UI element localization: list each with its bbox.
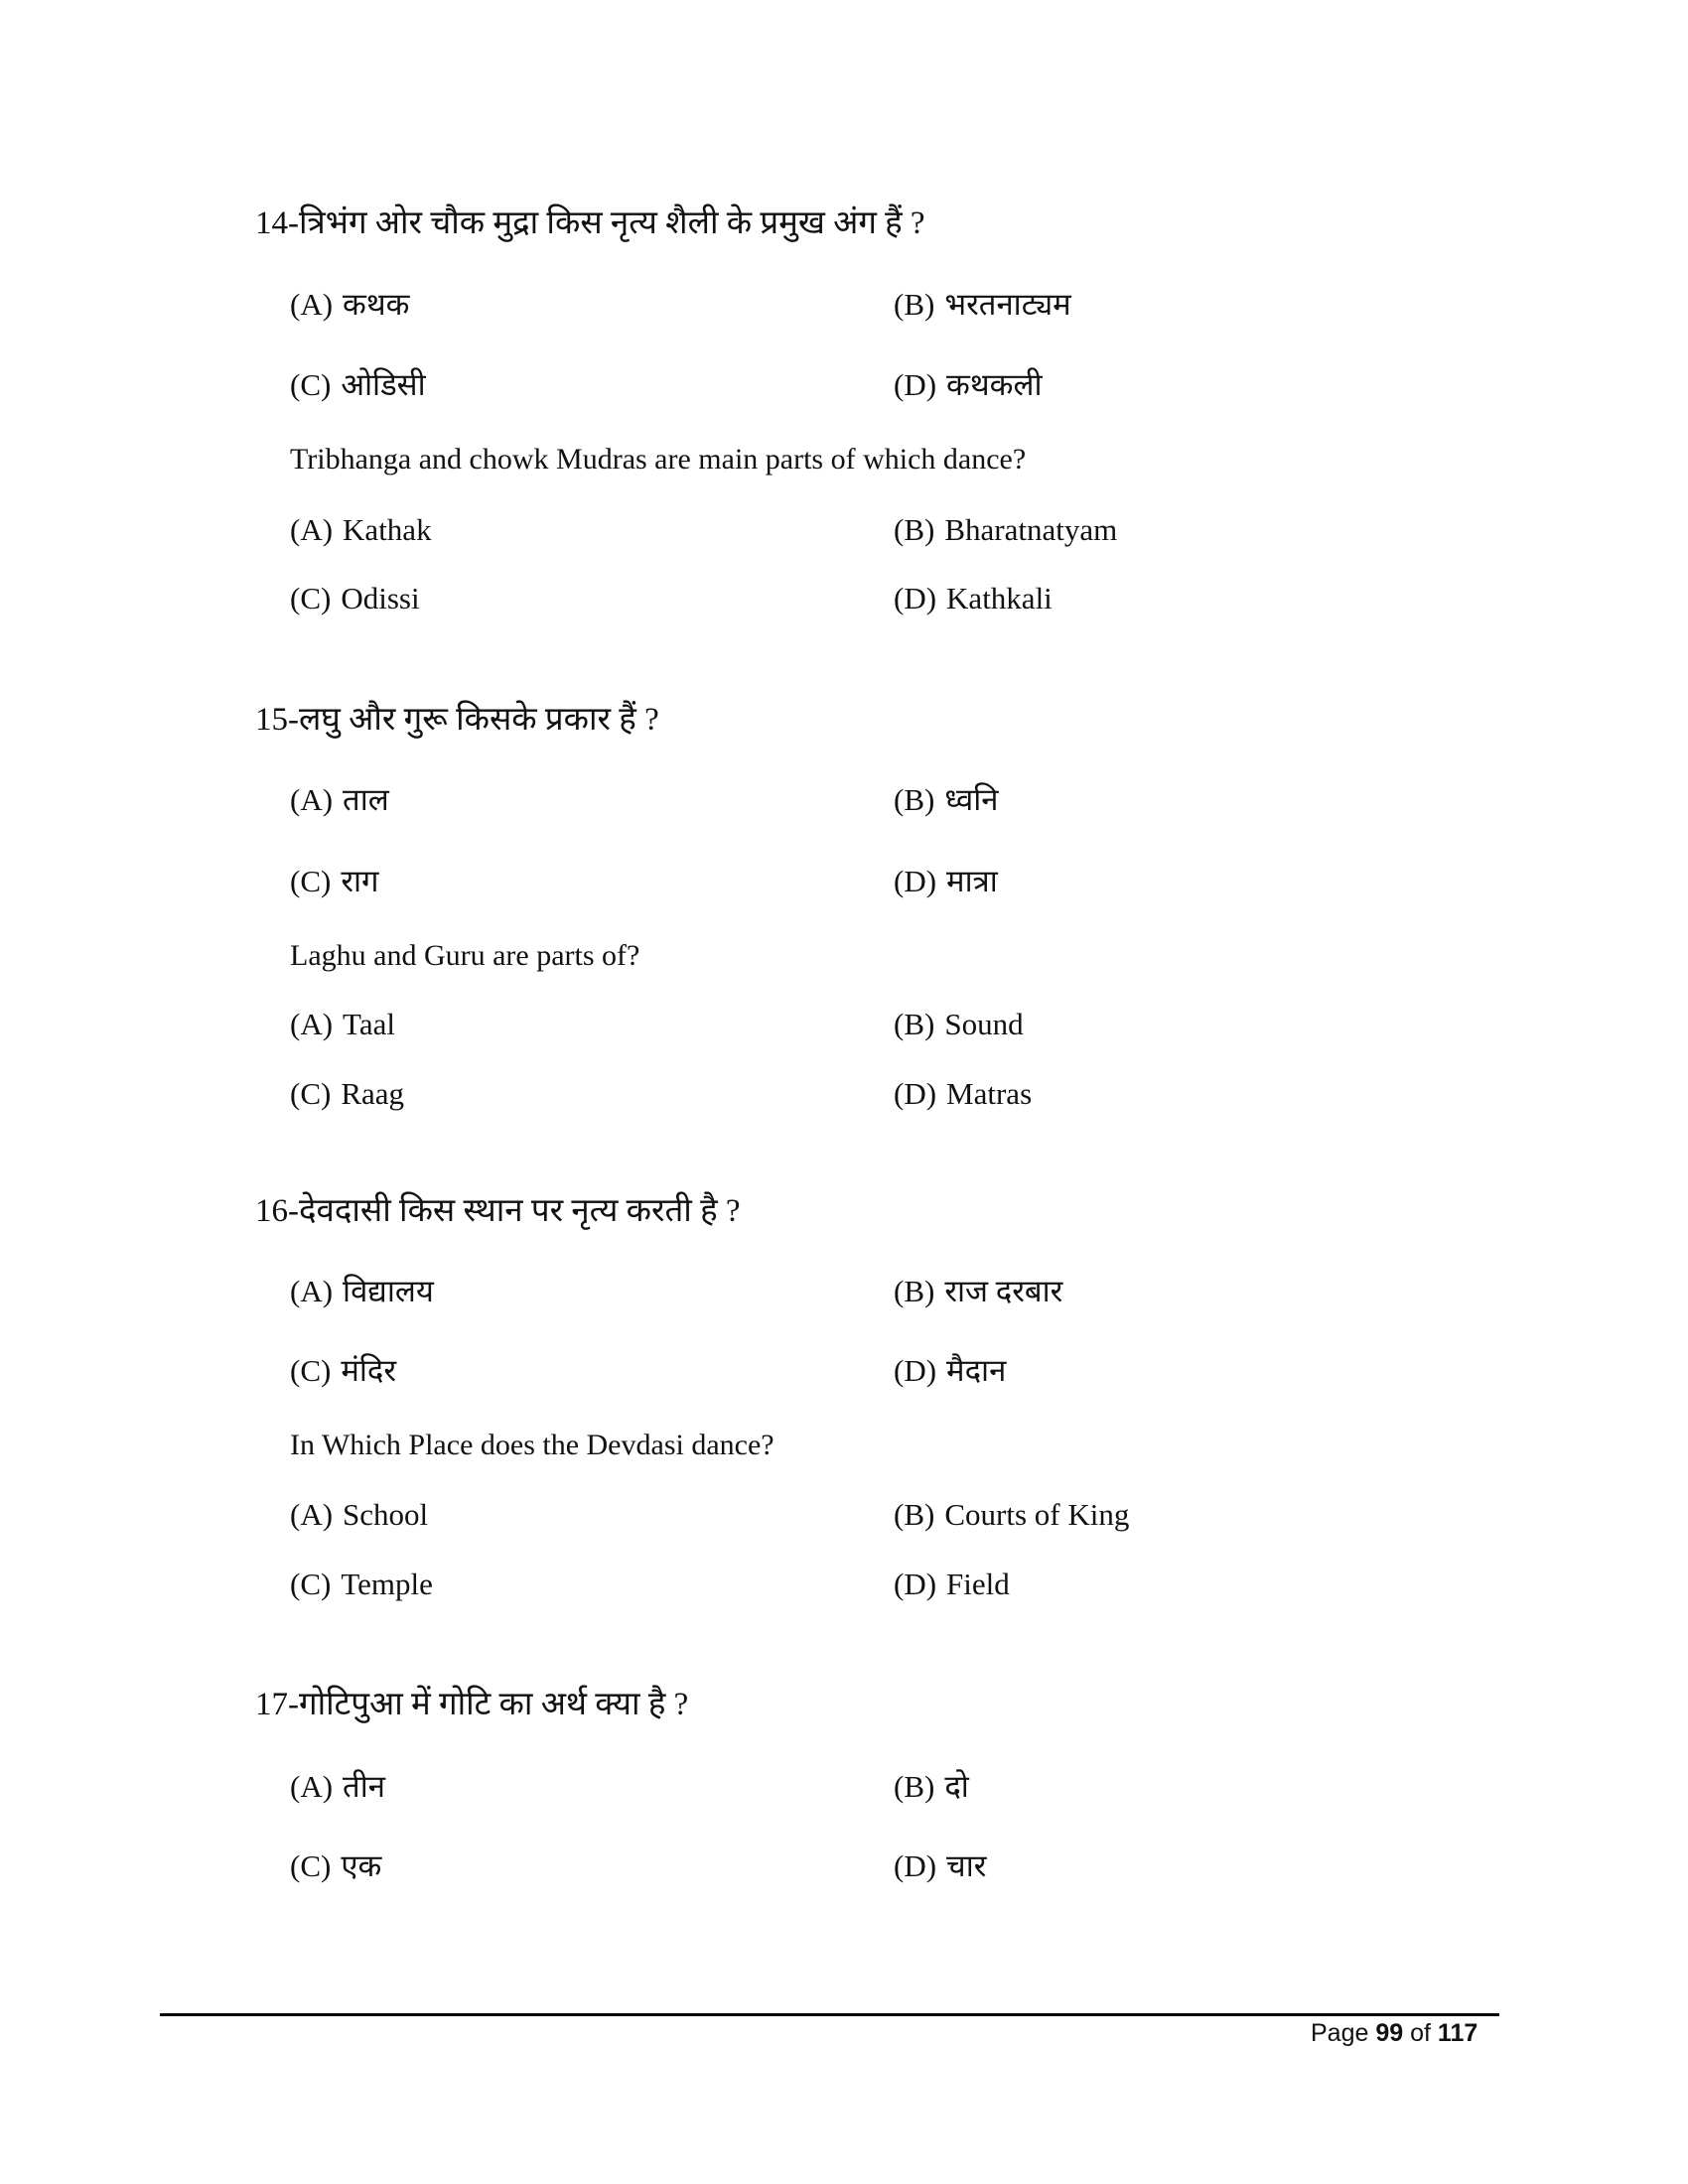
q16-hindi-option-b: (B) राज दरबार <box>894 1274 1063 1308</box>
q16-hindi-option-a: (A) विद्यालय <box>290 1274 434 1308</box>
q16-english-option-b: (B) Courts of King <box>894 1497 1130 1532</box>
q15-english-option-c: (C) Raag <box>290 1076 405 1111</box>
q14-hindi-option-b: (B) भरतनाट्यम <box>894 287 1071 322</box>
q14-hindi-option-a: (A) कथक <box>290 287 410 322</box>
total-pages: 117 <box>1437 2019 1478 2047</box>
q15-hindi-option-d: (D) मात्रा <box>894 864 998 898</box>
current-page: 99 <box>1375 2019 1404 2047</box>
q15-english-option-d: (D) Matras <box>894 1076 1033 1111</box>
q15-hindi-option-b: (B) ध्वनि <box>894 782 999 817</box>
q14-hindi-option-d: (D) कथकली <box>894 367 1043 402</box>
page-number <box>1311 2019 1477 2048</box>
q17-hindi-option-c: (C) एक <box>290 1848 382 1883</box>
q16-english-option-d: (D) Field <box>894 1567 1010 1601</box>
q14-english-option-c: (C) Odissi <box>290 581 420 615</box>
question-16-english: In Which Place does the Devdasi dance? <box>290 1429 774 1461</box>
q15-english-option-b: (B) Sound <box>894 1007 1024 1041</box>
question-14-hindi: 14-त्रिभंग ओर चौक मुद्रा किस नृत्य शैली के प्रमुख अंग हैं ? <box>255 205 925 241</box>
question-14-english: Tribhanga and chowk Mudras are main parts of which dance? <box>290 443 1027 476</box>
q15-english-option-a: (A) Taal <box>290 1007 395 1041</box>
question-15-english: Laghu and Guru are parts of? <box>290 939 640 972</box>
q15-hindi-option-c: (C) राग <box>290 864 379 898</box>
q16-english-option-c: (C) Temple <box>290 1567 433 1601</box>
q17-hindi-option-a: (A) तीन <box>290 1769 385 1804</box>
question-15-hindi: 15-लघु और गुरू किसके प्रकार हैं ? <box>255 702 659 738</box>
question-17-hindi: 17-गोटिपुआ में गोटि का अर्थ क्या है ? <box>255 1687 689 1722</box>
question-16-hindi: 16-देवदासी किस स्थान पर नृत्य करती है ? <box>255 1193 741 1229</box>
q15-hindi-option-a: (A) ताल <box>290 782 389 817</box>
q16-hindi-option-d: (D) मैदान <box>894 1353 1007 1388</box>
q17-hindi-option-b: (B) दो <box>894 1769 969 1804</box>
q16-hindi-option-c: (C) मंदिर <box>290 1353 397 1388</box>
q14-hindi-option-c: (C) ओडिसी <box>290 367 426 402</box>
q14-english-option-a: (A) Kathak <box>290 512 432 547</box>
q17-hindi-option-d: (D) चार <box>894 1848 987 1883</box>
q14-english-option-b: (B) Bharatnatyam <box>894 512 1118 547</box>
of-word: of <box>1410 2019 1431 2047</box>
footer-divider <box>160 2013 1499 2016</box>
q14-english-option-d: (D) Kathkali <box>894 581 1053 615</box>
page-word: Page <box>1311 2019 1369 2047</box>
q16-english-option-a: (A) School <box>290 1497 429 1532</box>
